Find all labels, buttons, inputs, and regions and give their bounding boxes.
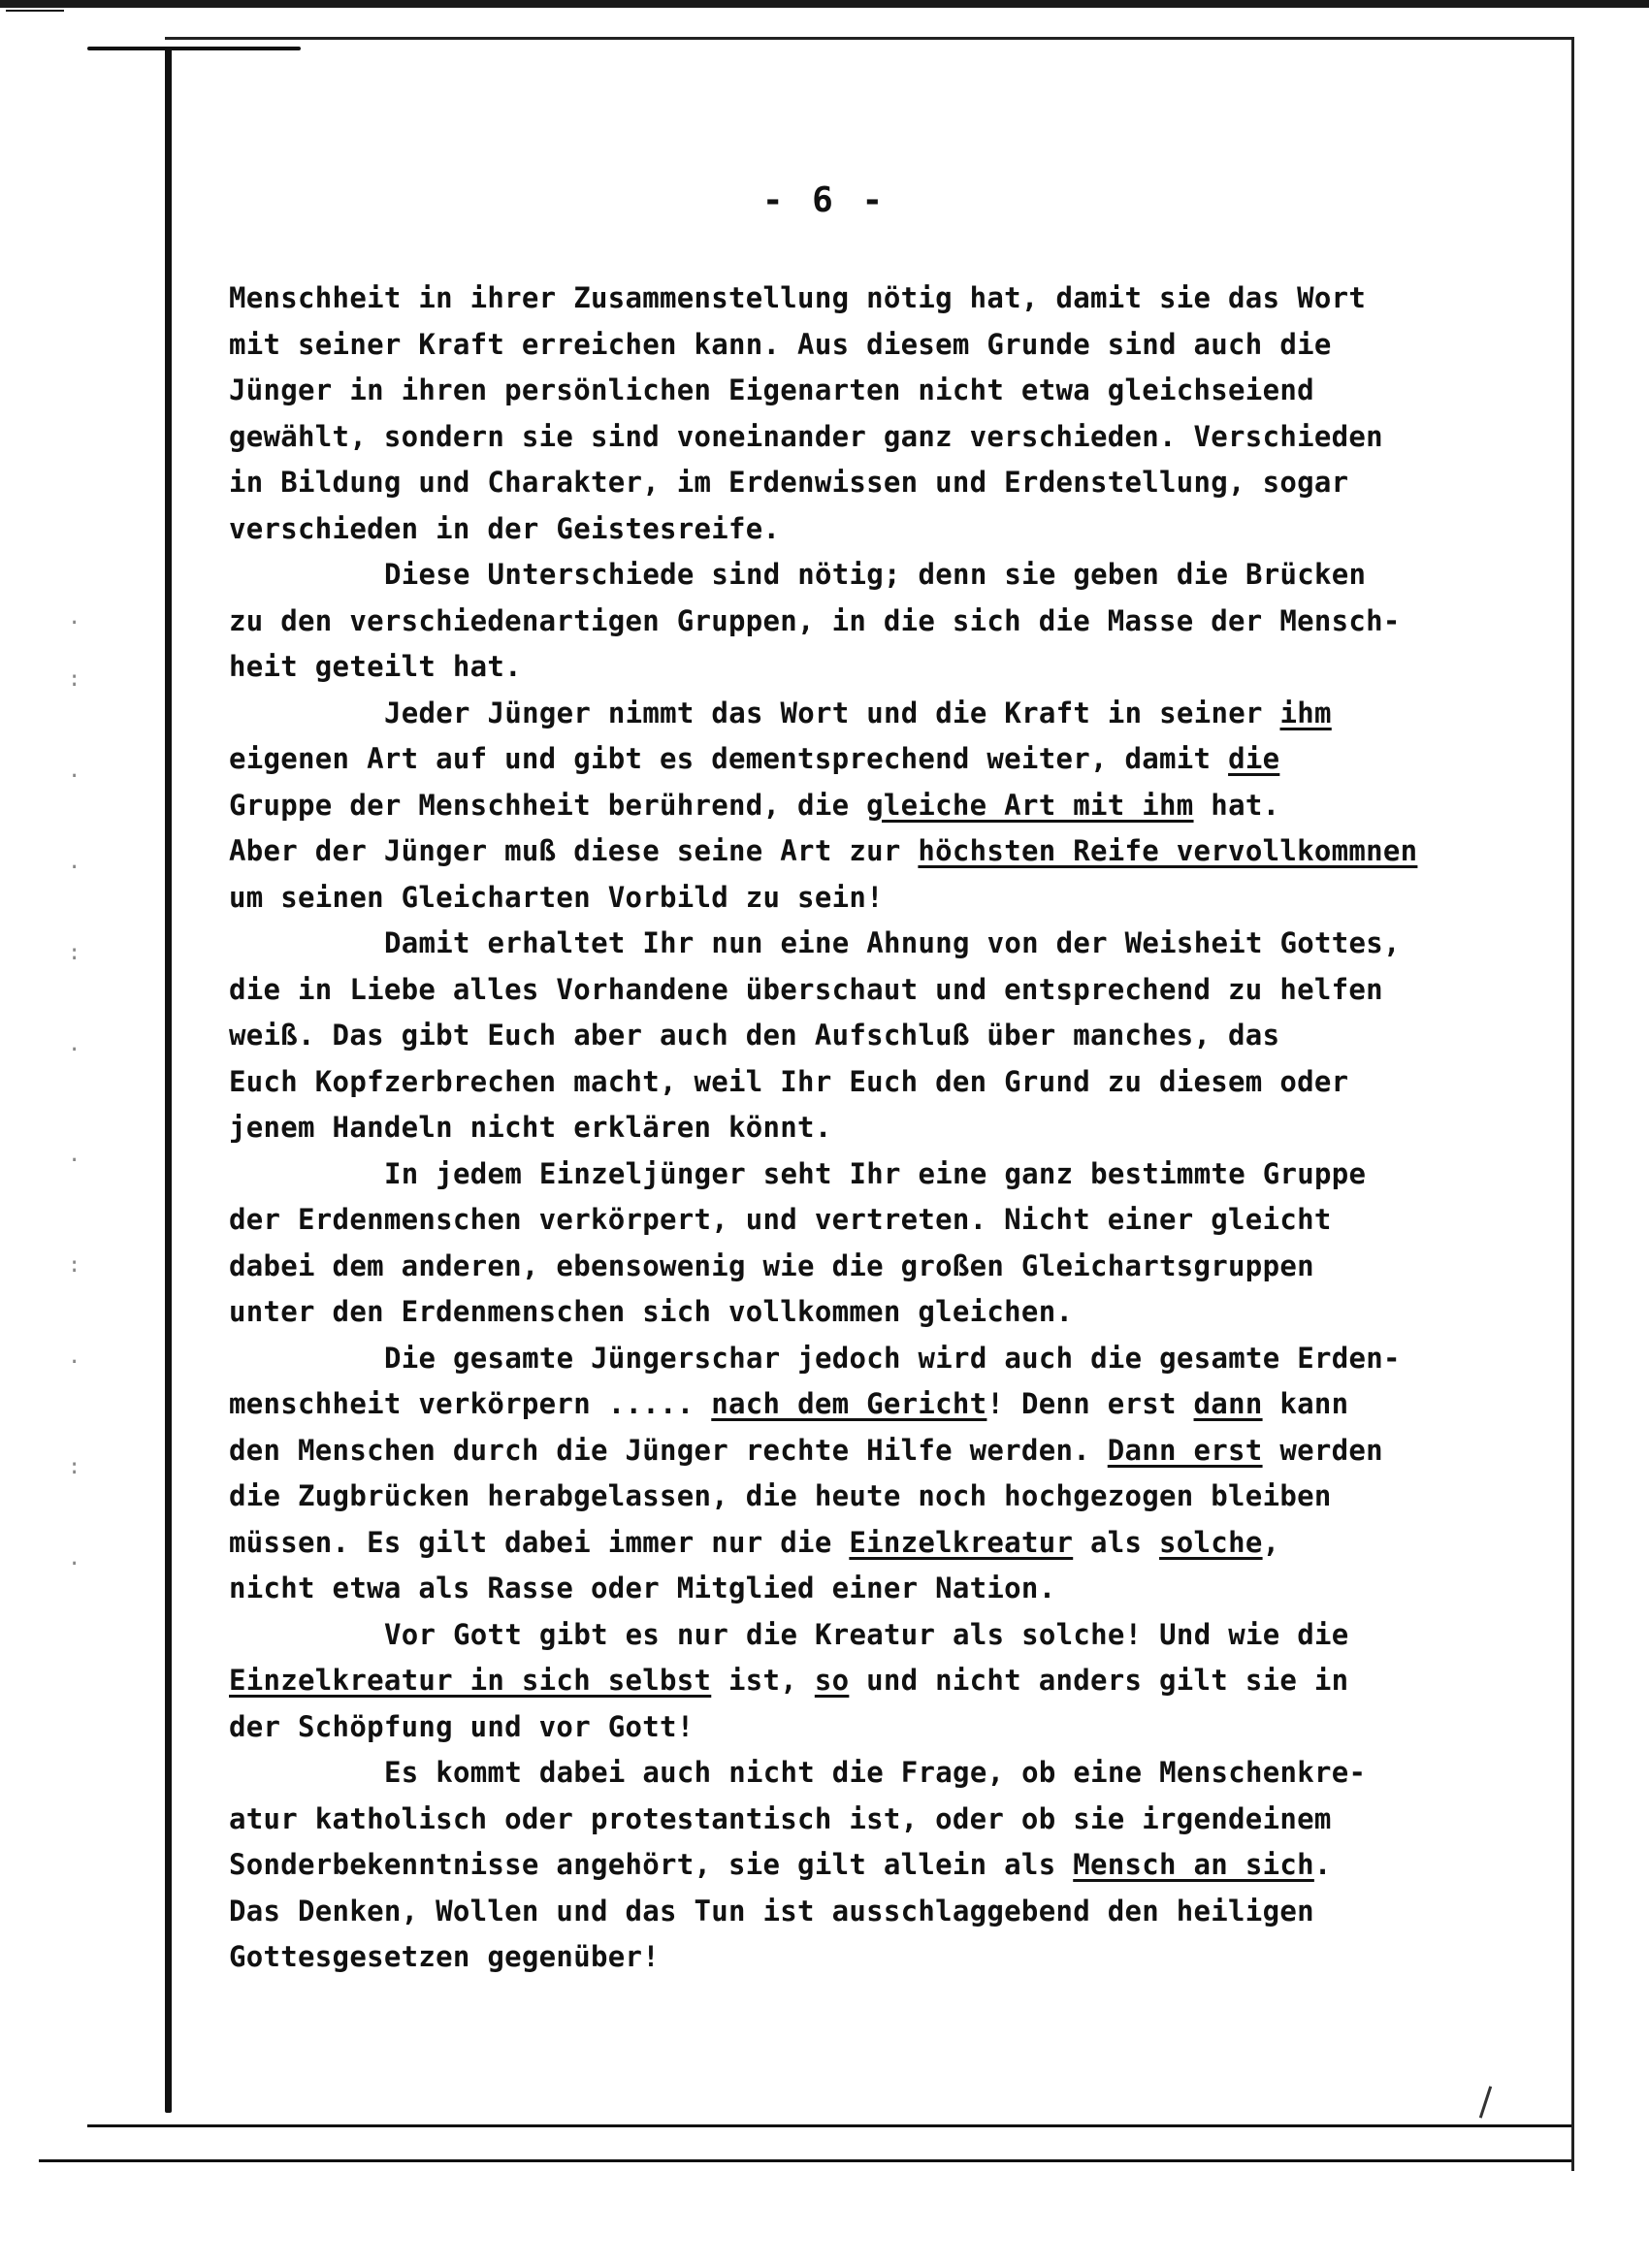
text-line bbox=[229, 1336, 1519, 1382]
text-line bbox=[229, 275, 1519, 322]
text-run: Sonderbekenntnisse angehört, sie gilt allein als bbox=[229, 1848, 1074, 1881]
text-run: Das Denken, Wollen und das Tun ist ausschlaggebend den heiligen bbox=[229, 1894, 1314, 1928]
text-run: Die gesamte Jüngerschar jedoch wird auch die gesamte Erden- bbox=[384, 1341, 1401, 1375]
paragraph bbox=[229, 1151, 1519, 1336]
text-run: Gottesgesetzen gegenüber! bbox=[229, 1940, 660, 1973]
scan-border-notch bbox=[6, 10, 64, 12]
text-run: Es kommt dabei auch nicht die Frage, ob eine Menschenkre- bbox=[384, 1756, 1367, 1789]
text-line bbox=[229, 1889, 1519, 1935]
text-line bbox=[229, 1658, 1519, 1704]
text-line bbox=[229, 1566, 1519, 1612]
text-run: und nicht anders gilt sie in bbox=[849, 1664, 1349, 1697]
text-line bbox=[229, 1013, 1519, 1059]
text-line bbox=[229, 322, 1519, 369]
paragraph bbox=[229, 275, 1519, 552]
underlined-text: höchsten Reife vervollkommnen bbox=[918, 834, 1418, 867]
text-run: Jeder Jünger nimmt das Wort und die Kraft in seiner bbox=[384, 696, 1280, 729]
text-line bbox=[229, 1059, 1519, 1106]
text-run: der Schöpfung und vor Gott! bbox=[229, 1709, 695, 1743]
top-rule bbox=[165, 37, 1571, 40]
text-line bbox=[229, 1612, 1519, 1659]
text-run: die Zugbrücken herabgelassen, die heute noch hochgezogen bleiben bbox=[229, 1479, 1332, 1512]
underlined-text: die bbox=[1228, 742, 1280, 775]
body-text bbox=[229, 275, 1519, 1981]
text-line bbox=[229, 644, 1519, 691]
underlined-text: Dann erst bbox=[1107, 1433, 1263, 1467]
text-line bbox=[229, 1151, 1519, 1198]
text-run: dabei dem anderen, ebensowenig wie die großen Gleichartsgruppen bbox=[229, 1248, 1314, 1282]
text-run: mit seiner Kraft erreichen kann. Aus diesem Grunde sind auch die bbox=[229, 327, 1332, 361]
text-line bbox=[229, 1474, 1519, 1520]
text-line bbox=[229, 1244, 1519, 1290]
text-run: Damit erhaltet Ihr nun eine Ahnung von der Weisheit Gottes, bbox=[384, 926, 1401, 959]
text-line bbox=[229, 1704, 1519, 1751]
text-run: Vor Gott gibt es nur die Kreatur als solche! Und wie die bbox=[384, 1617, 1349, 1651]
underlined-text: gleiche Art mit ihm bbox=[866, 788, 1194, 822]
text-line bbox=[229, 828, 1519, 875]
underlined-text: Mensch an sich bbox=[1073, 1848, 1314, 1881]
underlined-text: Einzelkreatur in sich selbst bbox=[229, 1664, 712, 1697]
text-run: menschheit verkörpern ..... bbox=[229, 1387, 712, 1420]
text-line bbox=[229, 506, 1519, 553]
bottom-rule bbox=[87, 2124, 1571, 2127]
text-run: den Menschen durch die Jünger rechte Hilfe werden. bbox=[229, 1433, 1108, 1467]
paragraph bbox=[229, 921, 1519, 1151]
text-line bbox=[229, 368, 1519, 414]
text-line bbox=[229, 1428, 1519, 1474]
text-line bbox=[229, 967, 1519, 1014]
text-line bbox=[229, 1381, 1519, 1428]
underlined-text: solche bbox=[1159, 1525, 1263, 1559]
text-run: Euch Kopfzerbrechen macht, weil Ihr Euch den Grund zu diesem oder bbox=[229, 1064, 1349, 1098]
margin-bleed-marks: . : . . : . . : . : . bbox=[68, 605, 83, 1571]
text-line bbox=[229, 414, 1519, 461]
text-run: werden bbox=[1262, 1433, 1383, 1467]
bottom-rule-lower bbox=[39, 2159, 1571, 2162]
text-line bbox=[229, 921, 1519, 967]
text-line bbox=[229, 875, 1519, 922]
text-line bbox=[229, 1289, 1519, 1336]
paragraph bbox=[229, 691, 1519, 922]
text-run: müssen. Es gilt dabei immer nur die bbox=[229, 1525, 850, 1559]
right-margin-line bbox=[1571, 37, 1574, 2171]
paragraph bbox=[229, 1612, 1519, 1751]
text-line bbox=[229, 691, 1519, 737]
margin-top-stroke bbox=[87, 47, 301, 50]
paragraph bbox=[229, 552, 1519, 691]
text-run: Menschheit in ihrer Zusammenstellung nötig hat, damit sie das Wort bbox=[229, 281, 1367, 314]
underlined-text: so bbox=[814, 1664, 850, 1697]
text-line bbox=[229, 460, 1519, 506]
underlined-text: ihm bbox=[1279, 696, 1332, 729]
text-line bbox=[229, 1934, 1519, 1981]
underlined-text: dann bbox=[1193, 1387, 1263, 1420]
text-run: kann bbox=[1262, 1387, 1349, 1420]
text-run: unter den Erdenmenschen sich vollkommen gleichen. bbox=[229, 1295, 1074, 1328]
left-margin-line bbox=[165, 47, 172, 2113]
paragraph bbox=[229, 1336, 1519, 1612]
paragraph bbox=[229, 1750, 1519, 1981]
page-number: - 6 - bbox=[761, 180, 888, 220]
text-run: heit geteilt hat. bbox=[229, 650, 522, 683]
text-line bbox=[229, 1750, 1519, 1797]
text-run: in Bildung und Charakter, im Erdenwissen und Erdenstellung, sogar bbox=[229, 466, 1349, 499]
text-line bbox=[229, 1842, 1519, 1889]
text-line bbox=[229, 1105, 1519, 1151]
text-line bbox=[229, 599, 1519, 645]
text-run: hat. bbox=[1193, 788, 1280, 822]
text-run: ist, bbox=[711, 1664, 815, 1697]
text-line bbox=[229, 783, 1519, 829]
text-run: Jünger in ihren persönlichen Eigenarten nicht etwa gleichseiend bbox=[229, 373, 1314, 406]
text-run: eigenen Art auf und gibt es dementsprechend weiter, damit bbox=[229, 742, 1229, 775]
text-run: Diese Unterschiede sind nötig; denn sie geben die Brücken bbox=[384, 558, 1367, 591]
underlined-text: Einzelkreatur bbox=[849, 1525, 1074, 1559]
text-run: Gruppe der Menschheit berührend, die bbox=[229, 788, 867, 822]
text-run: als bbox=[1073, 1525, 1160, 1559]
text-run: In jedem Einzeljünger seht Ihr eine ganz bestimmte Gruppe bbox=[384, 1156, 1367, 1190]
text-line bbox=[229, 1797, 1519, 1843]
text-line bbox=[229, 1520, 1519, 1567]
text-run: Aber der Jünger muß diese seine Art zur bbox=[229, 834, 919, 867]
corner-mark bbox=[1479, 2086, 1492, 2118]
text-run: atur katholisch oder protestantisch ist, oder ob sie irgendeinem bbox=[229, 1801, 1332, 1835]
text-run: ! Denn erst bbox=[986, 1387, 1194, 1420]
text-run: , bbox=[1262, 1525, 1280, 1559]
text-run: gewählt, sondern sie sind voneinander ganz verschieden. Verschieden bbox=[229, 419, 1383, 453]
text-run: zu den verschiedenartigen Gruppen, in die sich die Masse der Mensch- bbox=[229, 603, 1401, 637]
text-run: die in Liebe alles Vorhandene überschaut und entsprechend zu helfen bbox=[229, 972, 1383, 1006]
text-run: um seinen Gleicharten Vorbild zu sein! bbox=[229, 880, 884, 914]
text-run: der Erdenmenschen verkörpert, und vertreten. Nicht einer gleicht bbox=[229, 1203, 1332, 1236]
text-line bbox=[229, 552, 1519, 599]
text-run: verschieden in der Geistesreife. bbox=[229, 511, 781, 545]
scan-border-top bbox=[0, 0, 1649, 8]
text-line bbox=[229, 736, 1519, 783]
text-run: weiß. Das gibt Euch aber auch den Aufschluß über manches, das bbox=[229, 1019, 1280, 1052]
text-run: . bbox=[1313, 1848, 1332, 1881]
text-run: nicht etwa als Rasse oder Mitglied einer Nation. bbox=[229, 1571, 1056, 1604]
underlined-text: nach dem Gericht bbox=[711, 1387, 987, 1420]
text-run: jenem Handeln nicht erklären könnt. bbox=[229, 1111, 832, 1144]
text-line bbox=[229, 1197, 1519, 1244]
